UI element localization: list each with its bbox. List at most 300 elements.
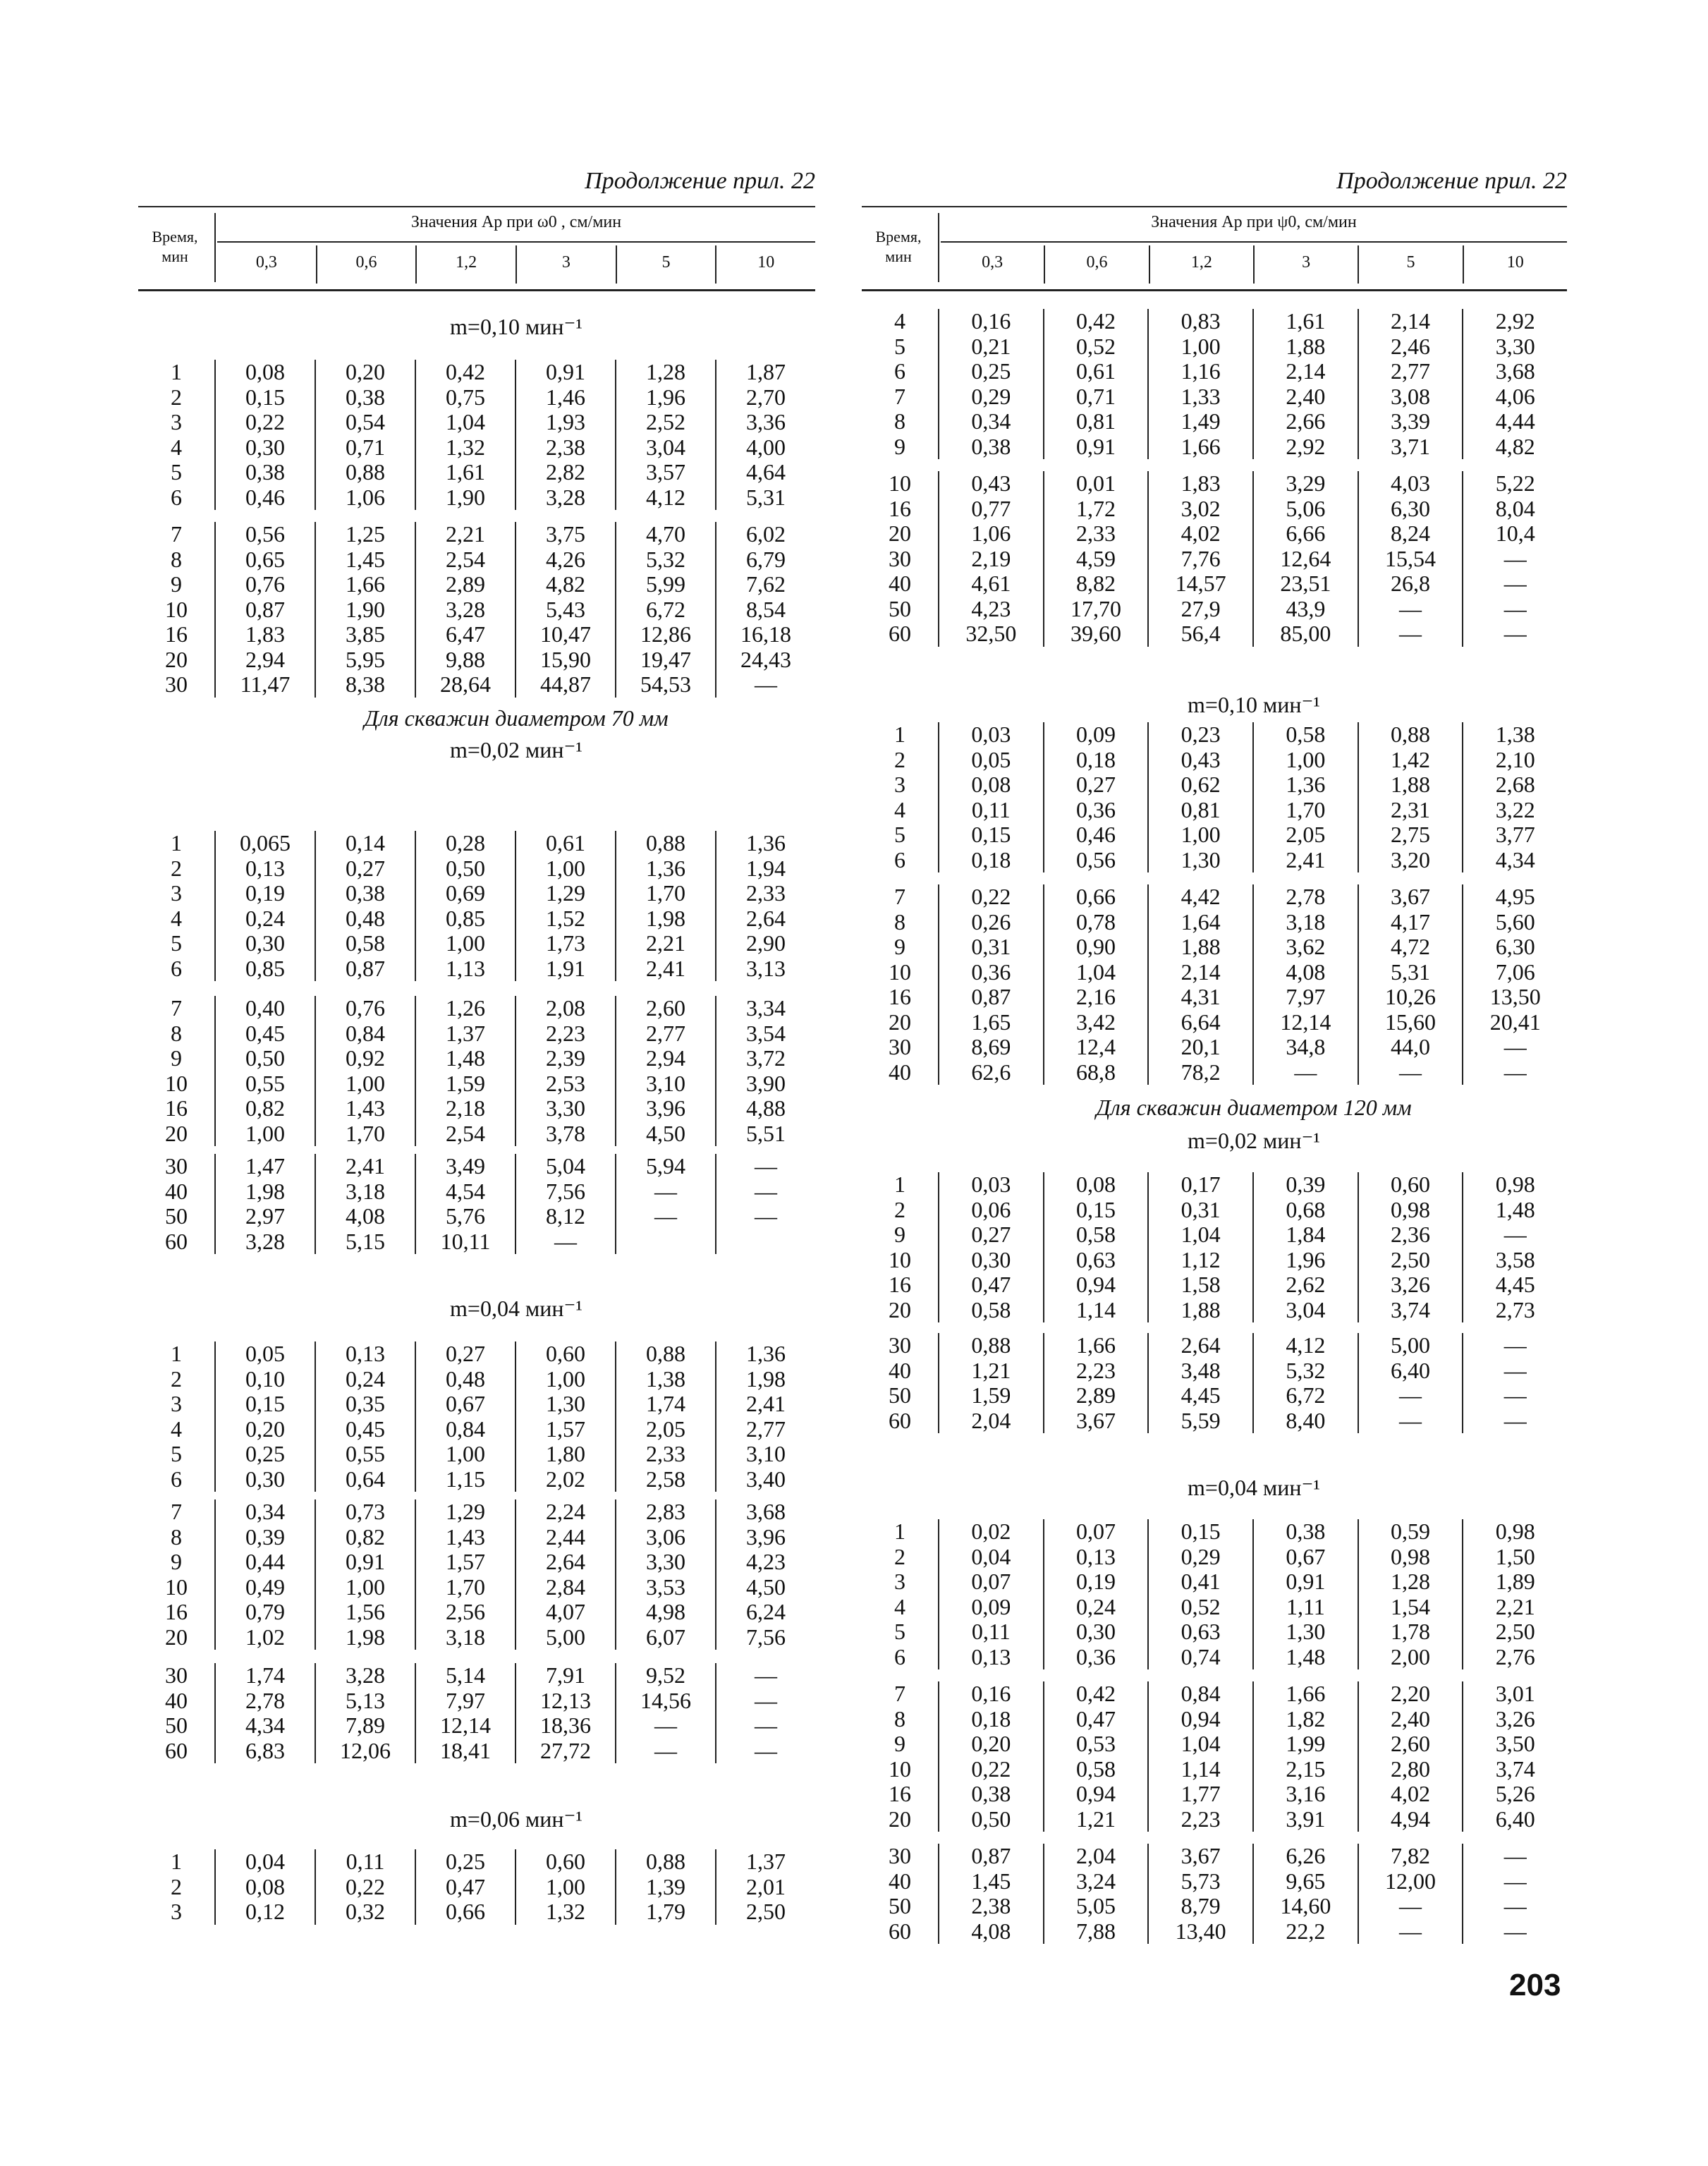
value-cell: 1,25 [346,521,385,547]
value-cell: 0,24 [1076,1593,1116,1619]
value-cell: 0,43 [971,470,1011,496]
value-cell: 0,98 [1391,1543,1431,1569]
value-cell: 1,29 [446,1499,485,1524]
value-cell: 6,47 [446,621,485,647]
value-column [1147,1333,1252,1433]
value-cell: 0,58 [1076,1222,1116,1247]
value-cell: 0,21 [971,333,1011,359]
value-column [938,884,1043,1085]
value-cell: 0,58 [346,930,385,956]
value-cell: 5,15 [346,1228,385,1254]
value-cell: 1,02 [245,1624,285,1650]
value-cell: 2,92 [1495,308,1535,334]
value-cell: 7,91 [546,1662,585,1688]
time-cell: 8 [171,1523,182,1550]
value-cell: 0,45 [245,1020,285,1046]
value-cell: 0,76 [245,571,285,597]
value-cell: 0,30 [1076,1619,1116,1644]
value-cell: 2,64 [746,905,786,931]
value-cell: 0,56 [245,521,285,547]
value-column [415,1154,515,1254]
time-column [862,471,938,647]
time-cell: 30 [165,1662,188,1688]
value-column [615,1663,715,1763]
value-cell: 2,50 [1391,1246,1431,1272]
time-cell: 6 [171,955,182,981]
value-cell: 0,42 [446,359,485,384]
row-group [862,1681,1567,1832]
value-cell: 1,70 [646,880,685,906]
time-column-header: Время, мин [152,228,198,265]
value-cell: 0,56 [1076,846,1116,872]
column-header: 0,6 [316,245,416,284]
value-cell: 2,05 [1286,822,1326,847]
value-cell: 2,56 [446,1599,485,1624]
value-cell: 3,30 [546,1095,585,1121]
value-cell: 1,83 [245,621,285,647]
value-cell: — [1503,1868,1527,1894]
value-cell: 4,34 [245,1712,285,1738]
value-cell: 3,28 [346,1662,385,1688]
value-cell: 0,63 [1076,1246,1116,1272]
value-cell: 1,45 [971,1868,1011,1894]
continuation-label: Продолжение прил. 22 [585,168,815,194]
row-group [138,1663,815,1763]
value-cell: 1,98 [746,1365,786,1392]
time-cell: 16 [165,621,188,647]
value-column [1043,1333,1148,1433]
value-cell: 5,51 [746,1120,786,1146]
value-cell: 1,28 [1391,1569,1431,1594]
value-cell: — [1503,1407,1527,1433]
value-cell: 0,18 [971,846,1011,872]
value-cell [716,1229,815,1255]
value-cell: 1,43 [346,1095,385,1121]
value-cell: 12,64 [1280,545,1331,571]
value-cell: 1,11 [1286,1593,1325,1619]
value-column [1147,884,1252,1085]
value-cell: 4,02 [1391,1781,1431,1806]
time-column-header: Время, мин [875,228,922,265]
value-cell: 4,08 [971,1918,1011,1944]
value-cell: 3,53 [646,1574,685,1600]
value-cell: 1,56 [346,1599,385,1624]
value-cell: 1,48 [446,1045,485,1071]
value-cell: 0,71 [1076,383,1116,409]
time-cell: 20 [165,646,188,672]
value-column [1252,1333,1358,1433]
value-cell: 1,21 [1076,1806,1116,1832]
value-cell: 12,14 [1280,1009,1331,1035]
value-column [1252,1519,1358,1669]
value-cell: 78,2 [1181,1059,1221,1085]
time-cell: 5 [171,459,182,485]
value-cell: 6,64 [1181,1009,1221,1035]
value-cell: 0,04 [971,1543,1011,1569]
value-cell: 0,98 [1495,1172,1535,1197]
time-column [138,1341,214,1492]
value-cell: 0,24 [245,905,285,931]
value-cell: 1,88 [1286,333,1326,359]
value-cell: 2,70 [746,384,786,410]
value-cell: 0,05 [971,746,1011,772]
time-cell: 2 [171,1365,182,1392]
value-cell: 0,55 [245,1070,285,1096]
value-column [1358,1333,1463,1433]
value-cell: 11,47 [240,671,291,697]
value-cell: 1,65 [971,1009,1011,1035]
time-cell: 3 [894,772,905,797]
value-cell: 1,00 [1286,746,1326,772]
value-cell: 0,36 [1076,1643,1116,1669]
time-cell: 16 [889,1272,911,1297]
value-cell: 2,60 [646,995,685,1021]
value-column [1043,309,1148,459]
value-column [1462,884,1567,1085]
value-cell: 2,73 [1495,1296,1535,1322]
value-cell: 1,28 [646,359,685,384]
value-cell: 0,34 [245,1499,285,1524]
value-cell: — [1399,595,1422,621]
value-cell: 23,51 [1280,571,1331,596]
time-column [138,996,214,1146]
time-cell: 40 [165,1178,188,1204]
value-cell: 0,84 [1181,1681,1221,1706]
value-cell: 6,02 [746,521,786,547]
value-column [715,1663,815,1763]
value-cell: 0,50 [971,1806,1011,1832]
value-cell: — [1399,1918,1422,1944]
value-cell: 9,52 [646,1662,685,1688]
value-cell: 0,05 [245,1341,285,1366]
value-cell: 0,47 [446,1873,485,1899]
value-cell: 3,68 [746,1499,786,1524]
value-cell: 3,39 [1391,408,1431,434]
value-column [315,1499,415,1650]
value-cell: 0,48 [346,905,385,931]
value-cell: 3,72 [746,1045,786,1071]
section-title: m=0,04 мин⁻¹ [1188,1475,1320,1500]
value-cell: 1,61 [1286,308,1326,334]
value-cell: 0,40 [245,995,285,1021]
value-cell: 3,13 [746,955,786,981]
value-cell: 4,44 [1495,408,1535,434]
value-cell: 0,30 [245,930,285,956]
value-cell: 1,66 [1286,1681,1326,1706]
value-cell: 0,08 [1076,1172,1116,1197]
value-column [615,360,715,510]
column-headers [217,245,815,284]
value-column [415,1341,515,1492]
value-cell: 0,69 [446,880,485,906]
value-column [415,1499,515,1650]
value-column [1147,722,1252,872]
value-column [615,831,715,981]
value-cell: 20,1 [1181,1034,1221,1059]
value-cell: 0,46 [1076,822,1116,847]
time-cell: 30 [889,1034,911,1059]
value-cell: 8,38 [346,671,385,697]
value-cell: 4,54 [446,1178,485,1204]
value-cell: 0,42 [1076,308,1116,334]
time-cell: 50 [165,1712,188,1738]
value-cell: 0,85 [446,905,485,931]
value-cell: 0,34 [971,408,1011,434]
row-group [138,831,815,981]
value-cell: 6,30 [1391,495,1431,521]
value-cell: — [654,1203,677,1229]
value-column [214,522,315,698]
time-cell: 60 [889,621,911,646]
value-cell: 1,88 [1181,1296,1221,1322]
value-cell: 3,67 [1076,1407,1116,1433]
time-column [862,1681,938,1832]
time-cell: 20 [889,1009,911,1035]
value-cell: 2,02 [546,1466,585,1492]
value-cell: 10,26 [1385,984,1436,1009]
value-cell: 6,72 [1286,1382,1326,1408]
time-cell: 7 [171,1499,182,1524]
value-cell: 0,59 [1391,1519,1431,1544]
time-column [138,360,214,510]
column-header: 10 [1463,245,1567,284]
page-number: 203 [1509,1968,1561,2002]
time-cell: 5 [894,333,905,359]
value-cell: 3,50 [1495,1731,1535,1756]
value-cell: 1,88 [1181,934,1221,959]
value-cell: 3,58 [1495,1246,1535,1272]
value-cell: 6,07 [646,1624,685,1650]
value-cell: 0,27 [971,1222,1011,1247]
value-cell: 1,66 [1181,433,1221,459]
time-cell: 4 [894,308,905,334]
value-column [1358,309,1463,459]
value-cell: 0,84 [346,1020,385,1046]
value-cell: 2,38 [546,434,585,460]
value-cell: 2,23 [1076,1357,1116,1383]
value-cell: 2,14 [1391,308,1431,334]
value-column [938,1681,1043,1832]
time-cell: 5 [171,1441,182,1466]
time-cell: 9 [894,433,905,459]
value-cell: 0,87 [346,955,385,981]
time-cell: 7 [171,521,182,547]
value-column [214,360,315,510]
value-cell: 0,19 [1076,1569,1116,1594]
value-cell: 3,04 [646,434,685,460]
value-cell: 2,38 [971,1893,1011,1918]
value-column [214,1499,315,1650]
value-cell: — [1503,545,1527,571]
row-group [862,1844,1567,1944]
value-cell: 0,52 [1181,1593,1221,1619]
value-column [1043,1519,1148,1669]
value-cell: 0,22 [245,409,285,434]
value-cell: 0,58 [1076,1756,1116,1782]
value-cell: 2,41 [1286,846,1326,872]
value-cell: 1,98 [346,1624,385,1650]
time-cell: 10 [889,1756,911,1782]
value-cell: 1,36 [746,1341,786,1366]
value-cell: 0,74 [1181,1643,1221,1669]
time-cell: 4 [171,434,182,460]
value-cell: 4,50 [646,1120,685,1146]
value-cell: 0,04 [245,1849,285,1874]
time-cell: 9 [171,1549,182,1574]
value-cell: 16,18 [740,621,791,647]
value-cell: 10,47 [540,621,591,647]
time-cell: 8 [171,1020,182,1046]
value-cell: 0,61 [1076,358,1116,384]
value-cell: 6,79 [746,546,786,572]
time-cell: 1 [171,1341,182,1366]
value-cell: 0,58 [971,1296,1011,1322]
value-cell: 4,00 [746,434,786,460]
value-cell: 2,39 [546,1045,585,1071]
value-cell: 2,44 [546,1523,585,1550]
value-cell: 1,79 [646,1899,685,1924]
value-cell: 4,61 [971,571,1011,596]
value-cell: 6,40 [1495,1806,1535,1832]
value-cell: 1,64 [1181,908,1221,935]
time-cell: 40 [889,571,911,596]
value-column [1462,1681,1567,1832]
value-cell: 3,18 [1286,908,1326,935]
value-cell: — [654,1178,677,1204]
value-cell: 7,06 [1495,959,1535,985]
value-cell: 2,14 [1181,959,1221,985]
value-column [515,360,615,510]
value-cell: — [1399,1059,1422,1085]
value-cell: 0,94 [1076,1272,1116,1297]
value-cell: 0,03 [971,722,1011,747]
column-header: 3 [516,245,616,284]
value-cell: 6,24 [746,1599,786,1624]
value-cell: 26,8 [1391,571,1431,596]
value-cell: 3,85 [346,621,385,647]
time-cell: 2 [894,746,905,772]
value-column [938,1519,1043,1669]
value-cell: 4,02 [1181,521,1221,546]
value-cell: 0,49 [245,1574,285,1600]
value-cell: 0,88 [346,459,385,485]
value-cell: 3,36 [746,409,786,434]
value-cell: 14,56 [640,1687,691,1713]
value-cell: 0,16 [971,1681,1011,1706]
time-cell: 40 [889,1059,911,1085]
value-cell: 3,68 [1495,358,1535,384]
value-column [214,1154,315,1254]
value-cell: 4,82 [1495,433,1535,459]
value-column [938,1844,1043,1944]
value-cell: 12,14 [440,1712,491,1738]
row-group [138,1499,815,1650]
values-header: Значения Ap при ψ0, см/мин [1151,213,1357,231]
value-column [1147,1681,1252,1832]
value-cell: 3,75 [546,521,585,547]
value-cell: 2,21 [1495,1593,1535,1619]
value-cell: — [1399,621,1422,646]
value-cell: 3,18 [446,1624,485,1650]
value-cell: 20,41 [1489,1009,1541,1035]
value-cell: 3,26 [1495,1705,1535,1732]
value-column [515,1154,615,1254]
value-cell: 0,91 [346,1549,385,1574]
value-cell: 1,59 [446,1070,485,1096]
value-cell: 0,79 [245,1599,285,1624]
value-cell: 4,82 [546,571,585,597]
value-cell: 0,63 [1181,1619,1221,1644]
value-cell: 12,4 [1076,1034,1116,1059]
row-group [862,722,1567,872]
section-subtitle: Для скважин диаметром 120 мм [1096,1095,1412,1120]
value-cell: 1,04 [1076,959,1116,985]
value-cell: 0,67 [1286,1543,1326,1569]
value-cell: 3,78 [546,1120,585,1146]
value-cell: 0,20 [346,359,385,384]
time-cell: 1 [171,1849,182,1874]
value-column [1252,471,1358,647]
time-cell: 6 [171,484,182,510]
value-cell: 2,04 [971,1407,1011,1433]
value-cell: 54,53 [640,671,691,697]
value-cell: — [1503,571,1527,596]
value-cell: 0,87 [971,984,1011,1009]
value-cell: 1,94 [746,855,786,881]
value-cell: 27,72 [540,1737,591,1763]
value-cell: 2,54 [446,1120,485,1146]
value-column [1252,884,1358,1085]
value-cell: 2,75 [1391,822,1431,847]
value-cell: 1,54 [1391,1593,1431,1619]
value-cell: 5,59 [1181,1407,1221,1433]
value-cell: 0,81 [1181,796,1221,822]
value-column [315,1154,415,1254]
value-cell: 43,9 [1286,595,1326,621]
value-column [315,831,415,981]
value-cell: 0,22 [971,1756,1011,1782]
value-cell: 1,30 [1181,846,1221,872]
value-cell: 0,50 [446,855,485,881]
value-cell: 0,18 [1076,746,1116,772]
time-column [862,1172,938,1322]
value-cell: 4,17 [1391,908,1431,935]
value-column [1358,722,1463,872]
value-cell: 1,14 [1076,1296,1116,1322]
value-cell: 4,08 [1286,959,1326,985]
time-cell: 16 [165,1599,188,1624]
value-cell: 0,11 [971,1619,1011,1644]
value-cell: 1,00 [1181,822,1221,847]
value-column [715,1499,815,1650]
value-cell: 2,50 [746,1899,786,1924]
row-group [138,1849,815,1925]
value-cell: 1,21 [971,1357,1011,1383]
value-cell: 17,70 [1070,595,1121,621]
value-cell: 1,36 [746,830,786,856]
value-cell: 3,24 [1076,1868,1116,1894]
value-cell: 1,00 [346,1070,385,1096]
value-column [1147,1172,1252,1322]
value-cell: 6,26 [1286,1843,1326,1868]
value-cell: 0,25 [971,358,1011,384]
time-cell: 4 [171,1416,182,1442]
value-cell: 2,23 [546,1020,585,1046]
value-cell: 0,16 [971,308,1011,334]
value-cell: 44,0 [1391,1034,1431,1059]
value-cell: 2,92 [1286,433,1326,459]
time-cell: 50 [165,1203,188,1229]
